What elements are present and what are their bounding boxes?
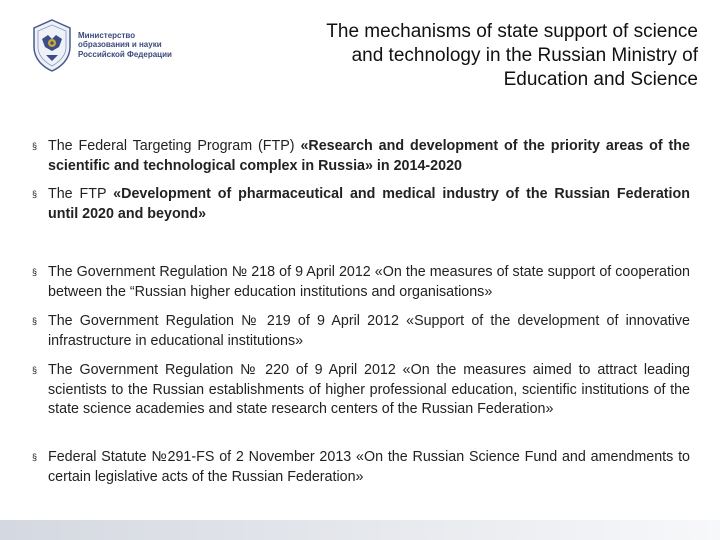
list-item: [32, 361, 690, 420]
footer-bar: [0, 520, 720, 540]
title-line-3: Education and Science: [503, 69, 698, 90]
bullet-text: [48, 361, 690, 420]
bullet-text-plain: Federal Statute №291-FS of 2 November 2013 «On the Russian Science Fund and amendments to certain legislative acts of the Russian Federation»: [48, 449, 690, 485]
bullet-marker: §: [32, 189, 38, 199]
bullet-marker: §: [32, 316, 38, 326]
bullet-text-plain: The Government Regulation № 219 of 9 April 2012 «Support of the development of innovative infrastructure in educational institutions»: [48, 313, 690, 349]
bullet-text: [48, 263, 690, 302]
logo-line-1: Министерство: [78, 30, 136, 40]
list-item: [32, 185, 690, 224]
list-item: [32, 312, 690, 351]
slide-title: [198, 20, 698, 92]
bullet-text-plain: The Government Regulation № 220 of 9 April 2012 «On the measures aimed to attract leading scientists to the Russian establishments of higher professional education, scientific institutions of the state science academies and state research centers of the Russian Federation»: [48, 362, 690, 417]
bullet-marker: §: [32, 365, 38, 375]
bullet-text-plain: The Federal Targeting Program (FTP): [48, 138, 301, 154]
bullet-text-plain: The Government Regulation № 218 of 9 April 2012 «On the measures of state support of cooperation between the “Russian higher education institutions and organisations»: [48, 264, 690, 300]
logo-line-2: образования и науки: [78, 40, 162, 50]
bullet-marker: §: [32, 267, 38, 277]
bullet-marker: §: [32, 452, 38, 462]
ministry-emblem-icon: [30, 17, 74, 73]
bullet-text-plain: The FTP: [48, 186, 114, 202]
ministry-logo: [30, 14, 180, 76]
list-item: [32, 137, 690, 176]
bullet-marker: §: [32, 141, 38, 151]
bullet-text: [48, 185, 690, 224]
list-item: [32, 448, 690, 487]
bullet-text-bold: «Research and development of the priority areas of the scientific and technological complex in Russia» in 2014-2020: [48, 138, 690, 174]
bullet-text: [48, 312, 690, 351]
title-line-1: The mechanisms of state support of science: [326, 21, 698, 42]
title-line-2: and technology in the Russian Ministry of: [351, 45, 698, 66]
logo-line-3: Российской Федерации: [78, 49, 172, 59]
bullet-text: [48, 448, 690, 487]
list-item: [32, 263, 690, 302]
logo-wordmark: [78, 31, 172, 60]
bullet-text-bold: «Development of pharmaceutical and medical industry of the Russian Federation until 2020 and beyond»: [48, 186, 690, 222]
bullet-text: [48, 137, 690, 176]
